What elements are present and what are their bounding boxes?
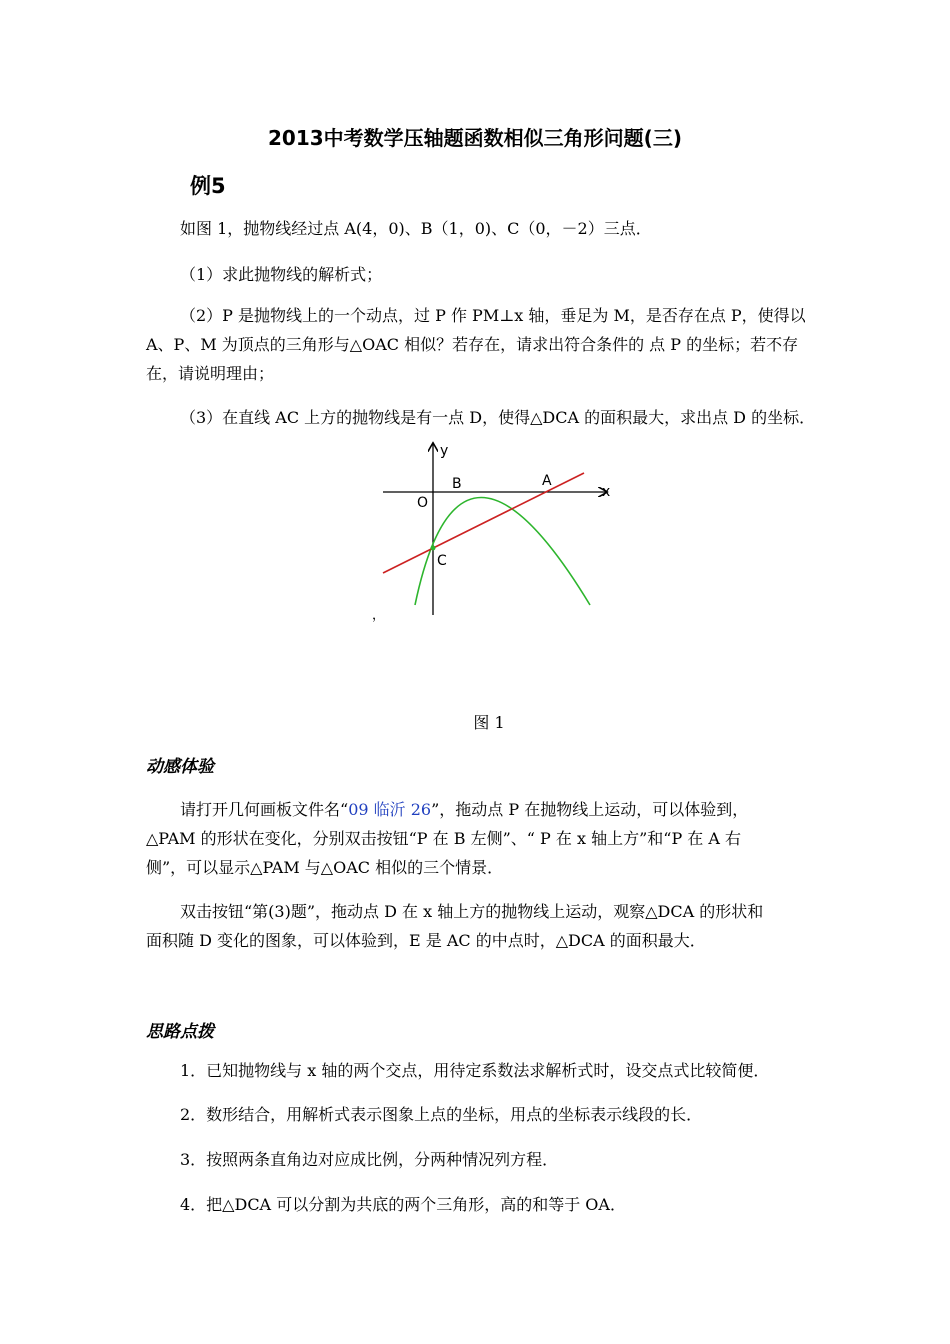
figure-comma: ， xyxy=(372,608,386,623)
line-ac xyxy=(383,473,584,573)
hint-item: 4．把△DCA 可以分割为共底的两个三角形，高的和等于 OA． xyxy=(180,1195,626,1214)
label-b: B xyxy=(452,476,462,492)
hints-heading: 思路点拨 xyxy=(146,1022,214,1042)
point-c-marker xyxy=(431,546,436,551)
problem-intro: 如图 1，抛物线经过点 A(4，0)、B（1，0)、C（0，－2）三点． xyxy=(180,219,652,238)
dynamic-para-1-line-3: 侧”，可以显示△PAM 与△OAC 相似的三个情景． xyxy=(146,858,504,877)
dynamic-text-a: 请打开几何画板文件名“ xyxy=(180,800,349,819)
dynamic-para-2-line-2: 面积随 D 变化的图象，可以体验到，E 是 AC 的中点时，△DCA 的面积最大． xyxy=(146,931,706,950)
dynamic-text-b: ”，拖动点 P 在抛物线上运动，可以体验到， xyxy=(431,800,749,819)
question-2-line-1: （2）P 是抛物线上的一个动点，过 P 作 PM⊥x 轴，垂足为 M，是否存在点 P，使得以 xyxy=(180,306,806,325)
dynamic-para-2-line-1: 双击按钮“第(3)题”，拖动点 D 在 x 轴上方的抛物线上运动，观察△DCA 的形状和 xyxy=(180,902,764,921)
hint-item: 3．按照两条直角边对应成比例，分两种情况列方程． xyxy=(180,1150,559,1169)
label-a: A xyxy=(542,473,552,489)
page-title: 2013中考数学压轴题函数相似三角形问题(三) xyxy=(268,126,682,150)
dynamic-para-1-line-1 xyxy=(180,797,748,820)
hint-item: 1．已知抛物线与 x 轴的两个交点，用待定系数法求解析式时，设交点式比较简便． xyxy=(180,1061,770,1080)
question-2-line-2: A、P、M 为顶点的三角形与△OAC 相似？若存在，请求出符合条件的 点 P 的坐标；若不存 xyxy=(146,335,799,354)
dynamic-heading: 动感体验 xyxy=(146,757,214,777)
figure-caption: 图 1 xyxy=(473,713,505,732)
hint-item: 2．数形结合，用解析式表示图象上点的坐标，用点的坐标表示线段的长． xyxy=(180,1105,703,1124)
question-3: （3）在直线 AC 上方的抛物线是有一点 D，使得△DCA 的面积最大，求出点 D 的坐标． xyxy=(180,408,816,427)
geometry-file-link[interactable]: 09 临沂 26 xyxy=(348,800,432,819)
question-1: （1）求此抛物线的解析式； xyxy=(180,265,383,284)
question-2-line-3: 在，请说明理由； xyxy=(146,364,275,383)
example-label: 例5 xyxy=(190,174,226,198)
label-o: O xyxy=(417,495,429,511)
dynamic-para-1-line-2: △PAM 的形状在变化，分别双击按钮“P 在 B 左侧”、“ P 在 x 轴上方”和“P 在 A 右 xyxy=(146,829,742,848)
label-y: y xyxy=(440,443,449,459)
label-x: x xyxy=(602,484,611,500)
figure-1 xyxy=(370,435,620,625)
label-c: C xyxy=(437,553,447,569)
